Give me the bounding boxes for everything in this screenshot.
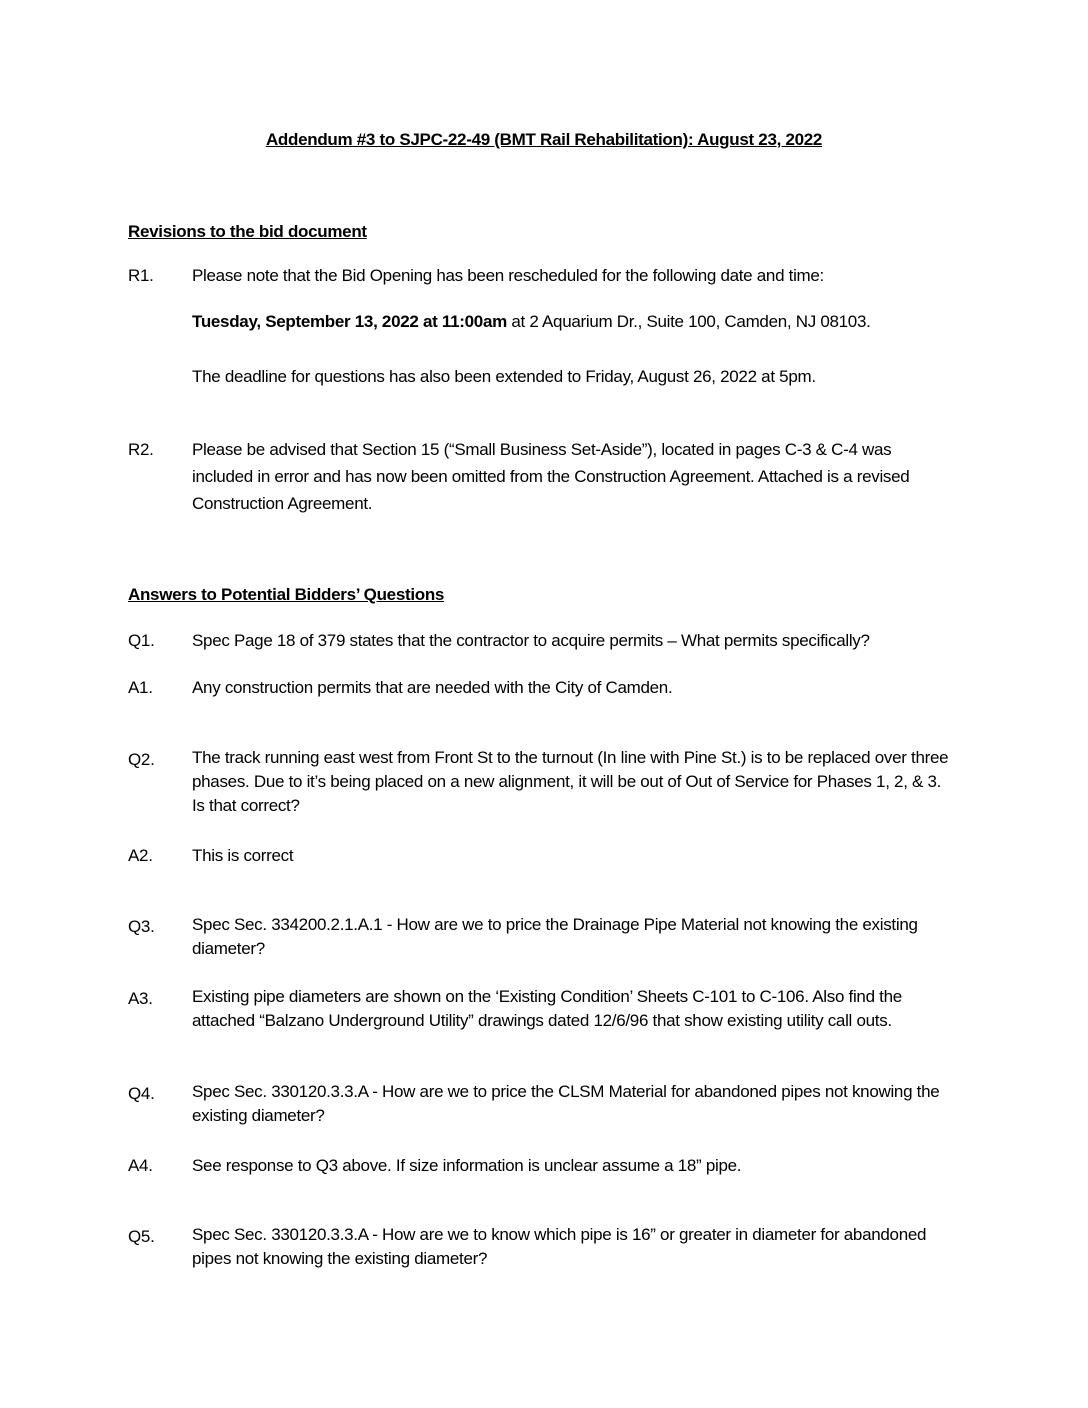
a1-label: A1. (128, 678, 153, 697)
q2-text: The track running east west from Front St to the turnout (In line with Pine St.) is to be replaced over three phases. Due to it’s being placed on a new alignment, it will be out of Out of Service for Phases 1, 2, & 3. Is that correct? (192, 748, 949, 815)
revisions-heading: Revisions to the bid document (128, 222, 367, 241)
a4-text: See response to Q3 above. If size information is unclear assume a 18” pipe. (192, 1156, 742, 1175)
q4-text: Spec Sec. 330120.3.3.A - How are we to price the CLSM Material for abandoned pipes not knowing the existing diameter? (192, 1082, 940, 1125)
q1-label: Q1. (128, 631, 155, 650)
q2-label: Q2. (128, 750, 155, 769)
q5-text: Spec Sec. 330120.3.3.A - How are we to know which pipe is 16” or greater in diameter for abandoned pipes not knowing the existing diameter? (192, 1225, 927, 1268)
a2-text: This is correct (192, 846, 294, 865)
r1-text: Please note that the Bid Opening has been rescheduled for the following date and time: (192, 266, 824, 285)
document-title: Addendum #3 to SJPC-22-49 (BMT Rail Rehabilitation): August 23, 2022 (265, 130, 823, 149)
a3-label: A3. (128, 989, 153, 1008)
q3-label: Q3. (128, 917, 155, 936)
r1-date-rest: at 2 Aquarium Dr., Suite 100, Camden, NJ 08103. (506, 312, 871, 331)
q1-text: Spec Page 18 of 379 states that the contractor to acquire permits – What permits specifically? (192, 631, 870, 650)
a4-label: A4. (128, 1156, 153, 1175)
a3-text: Existing pipe diameters are shown on the ‘Existing Condition’ Sheets C-101 to C-106. Also find the attached “Balzano Underground Utility” drawings dated 12/6/96 that show existing utility call outs. (192, 987, 902, 1030)
r1-date-line (192, 312, 952, 332)
r1-date-bold: Tuesday, September 13, 2022 at 11:00am (192, 312, 507, 331)
r2-text: Please be advised that Section 15 (“Small Business Set-Aside”), located in pages C-3 & C-4 was included in error and has now been omitted from the Construction Agreement. Attached is a revised Construction Agreement. (192, 440, 910, 513)
q3-text: Spec Sec. 334200.2.1.A.1 - How are we to price the Drainage Pipe Material not knowing the existing diameter? (192, 915, 918, 958)
q4-label: Q4. (128, 1084, 155, 1103)
q5-label: Q5. (128, 1227, 155, 1246)
qa-heading: Answers to Potential Bidders’ Questions (128, 585, 445, 604)
r1-deadline: The deadline for questions has also been extended to Friday, August 26, 2022 at 5pm. (192, 367, 816, 386)
a1-text: Any construction permits that are needed with the City of Camden. (192, 678, 673, 697)
r1-label: R1. (128, 266, 154, 285)
r2-label: R2. (128, 440, 154, 459)
a2-label: A2. (128, 846, 153, 865)
